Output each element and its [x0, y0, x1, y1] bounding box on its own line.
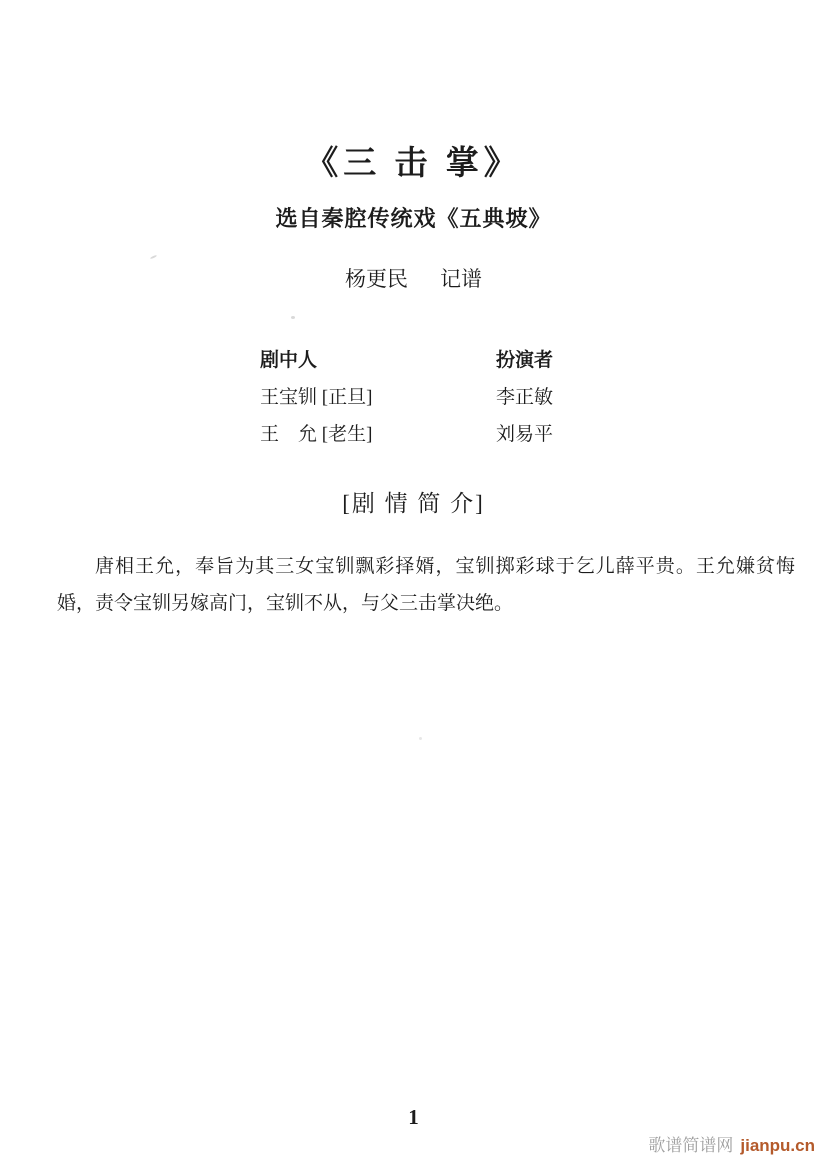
scan-artifact [150, 255, 157, 260]
cast-list [260, 349, 553, 460]
transcriber-credit [0, 264, 827, 294]
page-subtitle: 选自秦腔传统戏《五典坡》 [275, 206, 552, 231]
cast-column-role: 剧中人 [260, 350, 318, 371]
cast-role: 王 允 [老生] [260, 424, 373, 445]
cast-row [260, 386, 553, 410]
cast-header-row [260, 349, 553, 373]
scan-artifact [419, 737, 422, 740]
cast-actor: 刘易平 [495, 424, 553, 445]
cast-role: 王宝钏 [正旦] [260, 387, 373, 408]
synopsis-heading: [剧 情 简 介] [342, 491, 485, 516]
page-title: 《三 击 掌》 [305, 146, 522, 182]
transcriber-label: 记谱 [440, 267, 482, 291]
scan-artifact [291, 316, 295, 319]
watermark-site-name: 歌谱简谱网 [648, 1136, 734, 1155]
cast-column-actor: 扮演者 [495, 350, 553, 371]
synopsis-text: 唐相王允，奉旨为其三女宝钏飘彩择婿，宝钏掷彩球于乞儿薛平贵。王允嫌贫悔婚，责令宝钏另嫁高门，宝钏不从，与父三击掌决绝。 [57, 556, 795, 614]
cast-row [260, 423, 553, 447]
watermark-site-url: jianpu.cn [740, 1136, 815, 1155]
site-watermark [648, 1134, 815, 1158]
transcriber-name: 杨更民 [345, 267, 408, 291]
page-number: 1 [408, 1105, 419, 1129]
cast-actor: 李正敏 [495, 387, 553, 408]
